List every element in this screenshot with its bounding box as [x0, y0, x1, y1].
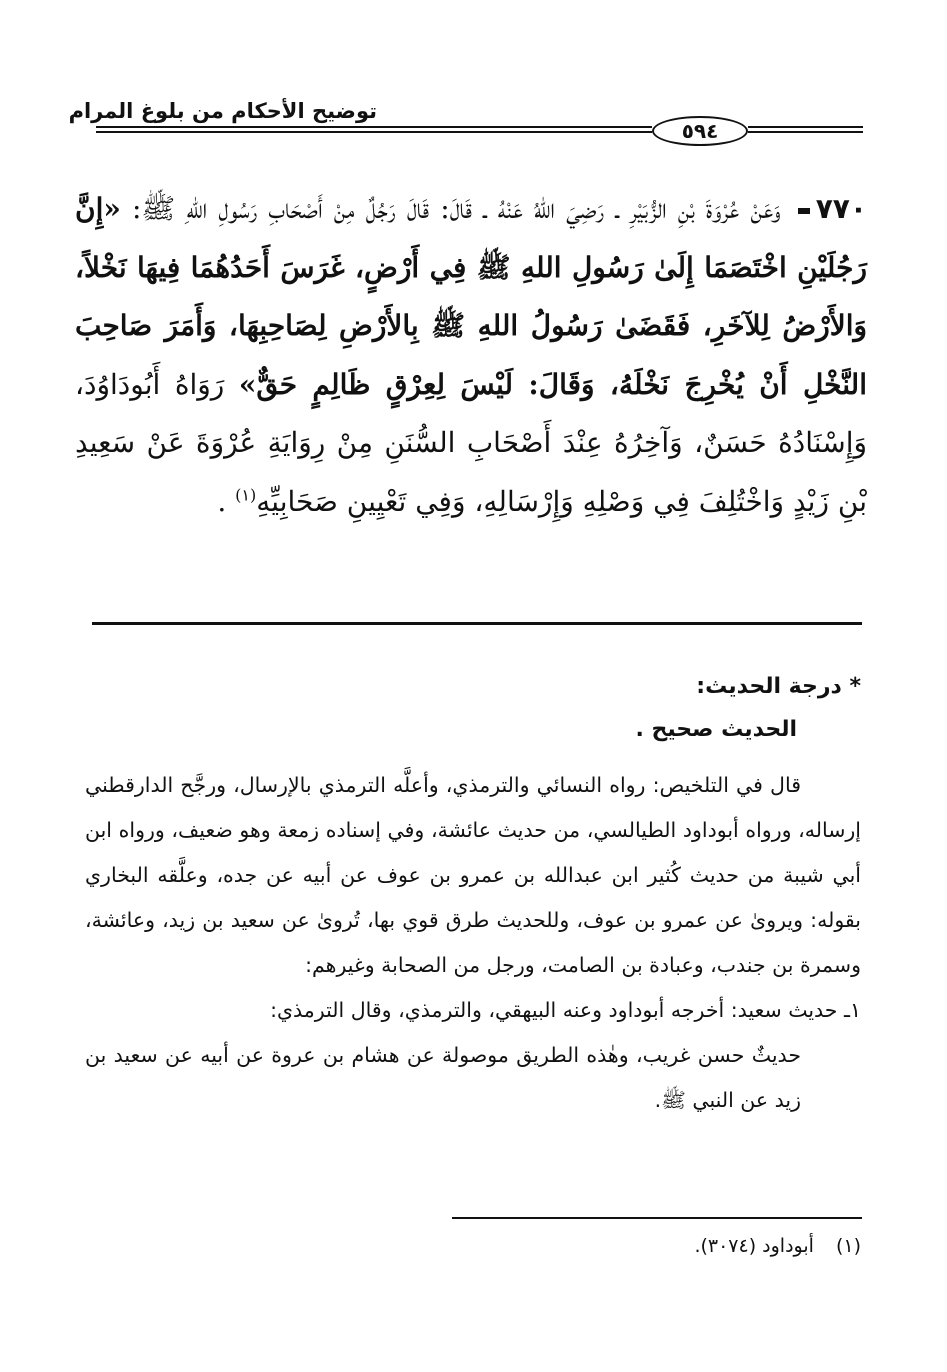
hadith-intro: وَعَنْ عُرْوَةَ بْنِ الزُّبَيْرِ ـ رَضِيَ اللهُ عَنْهُ ـ قَالَ: قَالَ رَجُلٌ مِنْ أَصْحَابِ رَسُولِ اللهِ ﷺ: — [131, 192, 781, 225]
hadith-number: ٧٧٠ — [815, 192, 867, 225]
header-rule — [748, 131, 863, 133]
header-rule — [748, 126, 863, 128]
header-rule — [96, 126, 652, 128]
running-header-title: توضيح الأحكام من بلوغ المرام — [68, 99, 377, 123]
hadith-number-dash — [798, 208, 810, 214]
commentary — [85, 763, 861, 1123]
hadith-quote: «إِنَّ رَجُلَيْنِ اخْتَصَمَا إِلَىٰ رَسُولِ اللهِ ﷺ فِي أَرْضٍ، غَرَسَ أَحَدُهُمَا فِيهَا نَخْلاً، وَالأَرْضُ لِلآخَرِ، فَقَضَىٰ رَسُولُ اللهِ ﷺ بِالأَرْضِ لِصَاحِبِهَا، وَأَمَرَ صَاحِبَ النَّخْلِ أَنْ يُخْرِجَ نَخْلَهُ، وَقَالَ: لَيْسَ لِعِرْقٍ ظَالِمٍ حَقٌّ» — [75, 192, 867, 401]
header-rule — [96, 131, 652, 133]
hadith-end-mark: . — [217, 484, 227, 518]
footnote-number: (١) — [835, 1235, 861, 1257]
grade-heading: * درجة الحديث: — [696, 674, 861, 699]
page-number: ٥٩٤ — [652, 116, 748, 146]
grade-verdict: الحديث صحيح . — [635, 717, 797, 742]
footnote-rule — [452, 1217, 862, 1219]
footnote — [694, 1233, 861, 1259]
hadith-block — [75, 180, 867, 531]
hadith-takhrij: رَوَاهُ أَبُودَاوُدَ، وَإِسْنَادُهُ حَسَنٌ، وَآخِرُهُ عِنْدَ أَصْحَابِ السُّنَنِ مِنْ رِوَايَةِ عُرْوَةَ عَنْ سَعِيدِ بْنِ زَيْدٍ وَاخْتُلِفَ فِي وَصْلِهِ وَإِرْسَالِهِ، وَفِي تَعْيِينِ صَحَابِيِّهِ — [75, 367, 867, 518]
commentary-list-item-continuation: حديثٌ حسن غريب، وهٰذه الطريق موصولة عن هشام بن عروة عن أبيه عن سعيد بن زيد عن النبي ﷺ. — [85, 1043, 801, 1112]
commentary-paragraph: قال في التلخيص: رواه النسائي والترمذي، وأعلَّه الترمذي بالإرسال، ورجَّح الدارقطني إرساله، ورواه أبوداود الطيالسي، من حديث عائشة، وفي إسناده زمعة وهو ضعيف، ورواه ابن أبي شيبة من حديث كُثير ابن عبدالله بن عمرو بن عوف عن أبيه عن جده، وعلَّقه البخاري بقوله: ويروىٰ عن عمرو بن عوف، وللحديث طرق قوي بها، تُروىٰ عن سعيد بن زيد، وعائشة، وسمرة بن جندب، وعبادة بن الصامت، ورجل من الصحابة وغيرهم: — [85, 773, 861, 977]
commentary-list-item: ١ـ حديث سعيد: أخرجه أبوداود وعنه البيهقي، والترمذي، وقال الترمذي: — [270, 998, 861, 1022]
footnote-text: أبوداود (٣٠٧٤). — [694, 1235, 814, 1257]
footnote-reference[interactable]: (١) — [235, 485, 257, 505]
section-divider — [92, 622, 862, 625]
